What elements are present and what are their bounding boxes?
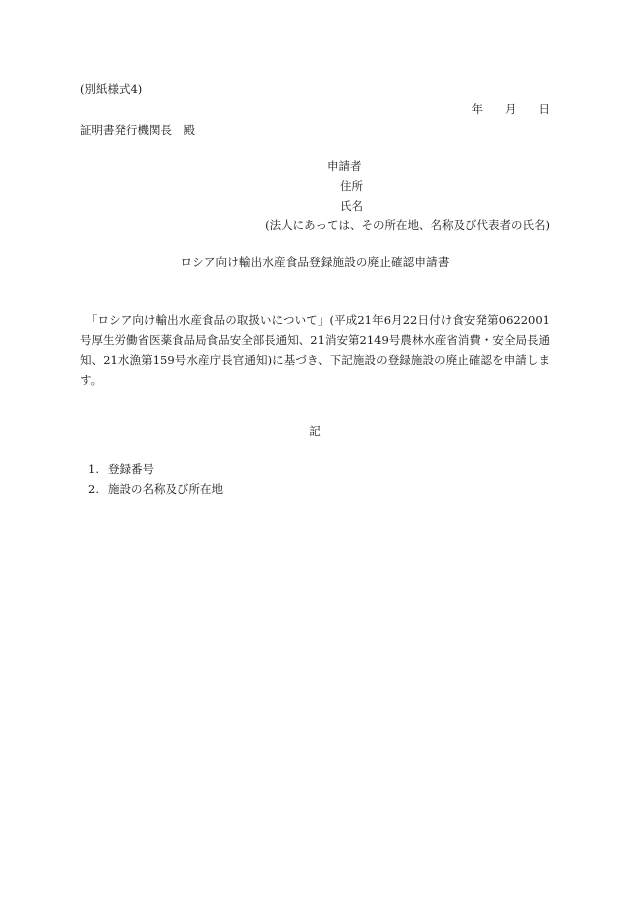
document-title: ロシア向け輸出水産食品登録施設の廃止確認申請書 bbox=[180, 255, 450, 269]
list-item bbox=[88, 484, 223, 496]
item-label: 登録番号 bbox=[108, 462, 154, 476]
recipient: 証明書発行機関長 殿 bbox=[80, 123, 195, 137]
item-number: 2. bbox=[88, 482, 99, 496]
list-item bbox=[88, 464, 154, 476]
ki-heading: 記 bbox=[309, 424, 321, 438]
name-label: 氏名 bbox=[340, 199, 363, 213]
item-label: 施設の名称及び所在地 bbox=[108, 482, 223, 496]
applicant-title: 申請者 bbox=[327, 159, 362, 173]
corporate-note: (法人にあっては、その所在地、名称及び代表者の氏名) bbox=[265, 218, 550, 232]
address-label: 住所 bbox=[340, 179, 363, 193]
date-day: 日 bbox=[538, 102, 550, 116]
form-number: (別紙様式4) bbox=[80, 82, 143, 96]
date-month: 月 bbox=[505, 102, 517, 116]
item-number: 1. bbox=[88, 462, 99, 476]
body-paragraph: 「ロシア向け輸出水産食品の取扱いについて」(平成21年6月22日付け食安発第0622001号厚生労働省医薬食品局食品安全部長通知、21消安第2149号農林水産省消費・安全局長通知、21水漁第159号水産庁長官通知)に基づき、下記施設の登録施設の廃止確認を申請します。 bbox=[80, 313, 550, 387]
date-line bbox=[0, 104, 550, 116]
date-year: 年 bbox=[471, 102, 483, 116]
